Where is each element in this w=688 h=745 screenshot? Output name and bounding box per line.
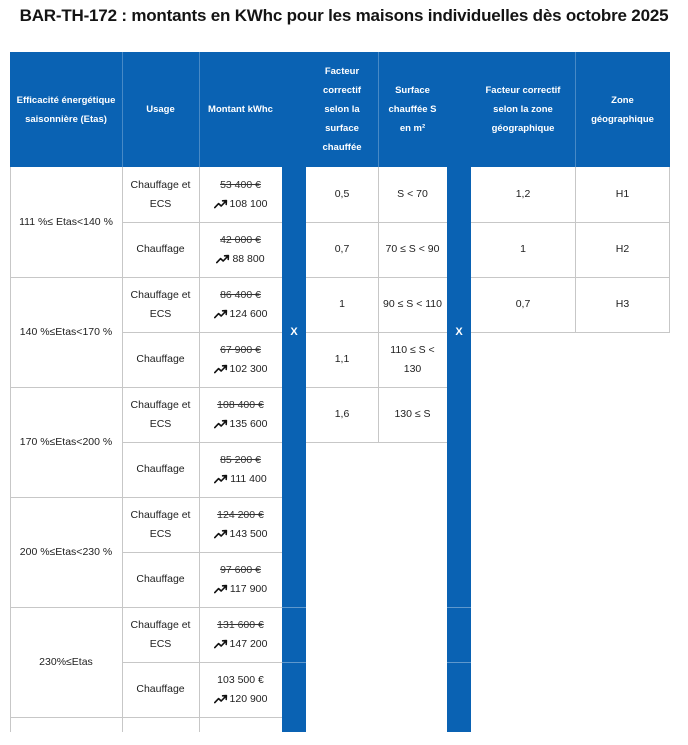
old-amount: 108 400 €	[217, 398, 264, 411]
facteur-zone-cell: 0,7	[515, 298, 531, 310]
trend-up-icon	[214, 309, 228, 319]
usage-cell: Chauffage	[136, 463, 185, 475]
new-amount-value: 147 200	[229, 637, 268, 650]
new-amount-value: 88 800	[232, 252, 265, 265]
col-line	[575, 167, 576, 332]
montant-cell	[199, 442, 282, 497]
new-amount-value: 117 900	[229, 582, 268, 595]
trend-up-icon	[214, 584, 228, 594]
blue-separator	[447, 607, 471, 608]
usage-cell: Chauffage et ECS	[130, 508, 191, 540]
col-line	[10, 167, 11, 732]
old-amount: 86 400 €	[220, 288, 261, 301]
blue-separator	[447, 662, 471, 663]
new-amount	[214, 305, 268, 324]
col-line	[378, 167, 379, 442]
new-amount	[214, 195, 268, 214]
multiplier-sign: X	[455, 326, 463, 338]
montant-cell	[199, 387, 282, 442]
new-amount-value: 120 900	[229, 692, 268, 705]
usage-cell: Chauffage	[136, 683, 185, 695]
usage-cell: Chauffage	[136, 353, 185, 365]
zone-cell: H1	[615, 188, 630, 200]
new-amount	[216, 250, 264, 269]
montant-cell	[199, 277, 282, 332]
facteur-surface-cell: 1,1	[334, 353, 350, 365]
facteur-surface-cell: 1	[339, 298, 345, 310]
old-amount: 97 600 €	[220, 563, 261, 576]
etas-cell: 170 %≤Etas<200 %	[19, 435, 113, 448]
header-montant: Montant kWhc	[199, 52, 282, 167]
montant-cell	[199, 662, 282, 717]
col-line	[199, 167, 200, 732]
header-divider	[575, 52, 576, 167]
surface-range-cell: 110 ≤ S < 130	[390, 343, 435, 375]
usage-cell: Chauffage	[136, 573, 185, 585]
row-line	[471, 332, 670, 333]
col-line	[122, 167, 123, 732]
new-amount-value: 102 300	[229, 362, 268, 375]
usage-cell: Chauffage et ECS	[130, 398, 191, 430]
facteur-zone-cell: 1	[520, 243, 526, 255]
trend-up-icon	[214, 474, 228, 484]
header-zone: Zone géographique	[575, 52, 670, 167]
etas-cell: 230%≤Etas	[39, 655, 93, 668]
header-facteur-surface: Facteur correctif selon la surface chauffée	[306, 52, 378, 167]
header-facteur-zone: Facteur correctif selon la zone géographique	[471, 52, 575, 167]
facteur-surface-cell: 1,6	[334, 408, 350, 420]
header-efficacite: Efficacité énergétique saisonnière (Etas)	[10, 52, 122, 167]
zone-cell: H2	[615, 243, 630, 255]
old-amount: 103 500 €	[217, 673, 264, 686]
row-line	[306, 442, 447, 443]
new-amount-value: 111 400	[230, 472, 267, 485]
usage-cell: Chauffage et ECS	[130, 288, 191, 320]
old-amount: 42 000 €	[220, 233, 261, 246]
surface-range-cell: 130 ≤ S	[394, 408, 431, 420]
trend-up-icon	[214, 694, 228, 704]
trend-up-icon	[214, 529, 228, 539]
surface-range-cell: S < 70	[397, 188, 428, 200]
header-usage: Usage	[122, 52, 199, 167]
etas-cell: 140 %≤Etas<170 %	[19, 325, 113, 338]
old-amount: 124 200 €	[217, 508, 264, 521]
blue-separator	[282, 607, 306, 608]
old-amount: 53 400 €	[220, 178, 261, 191]
old-amount: 85 200 €	[220, 453, 261, 466]
header-surface: Surface chauffée S en m²	[378, 52, 447, 167]
header-divider	[378, 52, 379, 167]
montant-cell	[199, 222, 282, 277]
montant-cell	[199, 607, 282, 662]
old-amount: 131 600 €	[217, 618, 264, 631]
facteur-surface-cell: 0,7	[334, 243, 350, 255]
new-amount	[214, 580, 267, 599]
new-amount	[214, 525, 268, 544]
trend-up-icon	[214, 639, 228, 649]
new-amount	[214, 690, 268, 709]
trend-up-icon	[214, 199, 228, 209]
new-amount-value: 108 100	[229, 197, 268, 210]
surface-range-cell: 70 ≤ S < 90	[385, 243, 440, 255]
new-amount	[214, 360, 268, 379]
montant-cell	[199, 552, 282, 607]
montant-cell	[199, 167, 282, 222]
blue-separator	[282, 662, 306, 663]
old-amount: 67 900 €	[220, 343, 261, 356]
usage-cell: Chauffage et ECS	[130, 178, 191, 210]
new-amount-value: 124 600	[229, 307, 268, 320]
new-amount	[214, 635, 268, 654]
header-divider	[199, 52, 200, 167]
facteur-surface-cell: 0,5	[334, 188, 350, 200]
new-amount	[214, 470, 266, 489]
zone-cell: H3	[615, 298, 630, 310]
col-line	[669, 167, 670, 332]
multiplier-sign: X	[290, 326, 298, 338]
trend-up-icon	[216, 254, 230, 264]
multiplier-column-1	[282, 52, 306, 732]
etas-cell: 111 %≤ Etas<140 %	[19, 215, 113, 228]
surface-range-cell: 90 ≤ S < 110	[383, 298, 442, 310]
page-title: BAR-TH-172 : montants en KWhc pour les maisons individuelles dès octobre 2025	[19, 6, 669, 25]
group-line	[10, 717, 282, 718]
montant-cell	[199, 332, 282, 387]
new-amount-value: 135 600	[229, 417, 268, 430]
usage-cell: Chauffage	[136, 243, 185, 255]
usage-cell: Chauffage et ECS	[130, 618, 191, 650]
trend-up-icon	[214, 419, 228, 429]
new-amount-value: 143 500	[229, 527, 268, 540]
header-divider	[122, 52, 123, 167]
multiplier-column-2	[447, 52, 471, 732]
new-amount	[214, 415, 268, 434]
montant-cell	[199, 497, 282, 552]
etas-cell: 200 %≤Etas<230 %	[19, 545, 113, 558]
facteur-zone-cell: 1,2	[515, 188, 531, 200]
trend-up-icon	[214, 364, 228, 374]
